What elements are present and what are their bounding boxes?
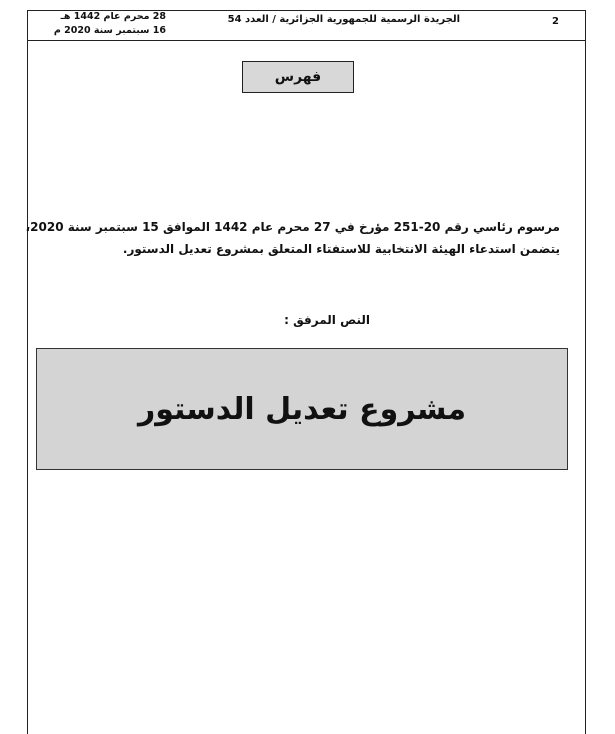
decree-line-1: مرسوم رئاسي رقم 20-251 مؤرخ في 27 محرم عام 1442 الموافق 15 سبتمبر سنة 2020،: [25, 220, 560, 234]
header-divider: [27, 40, 586, 41]
gazette-title: الجريدة الرسمية للجمهورية الجزائرية / العدد 54: [227, 14, 460, 25]
page-number: 2: [552, 16, 559, 27]
issue-date-hijri: 28 محرم عام 1442 هـ: [60, 11, 166, 22]
issue-date-gregorian: 16 سبتمبر سنة 2020 م: [53, 25, 166, 36]
index-heading: فهرس: [242, 61, 354, 93]
decree-line-2: يتضمن استدعاء الهيئة الانتخابية للاستفتاء المتعلق بمشروع تعديل الدستور.: [122, 242, 560, 256]
decree-text: [25, 216, 560, 260]
issue-date: [36, 10, 166, 38]
project-title-box: مشروع تعديل الدستور: [36, 348, 568, 470]
attached-text-label: النص المرفق :: [284, 313, 370, 327]
